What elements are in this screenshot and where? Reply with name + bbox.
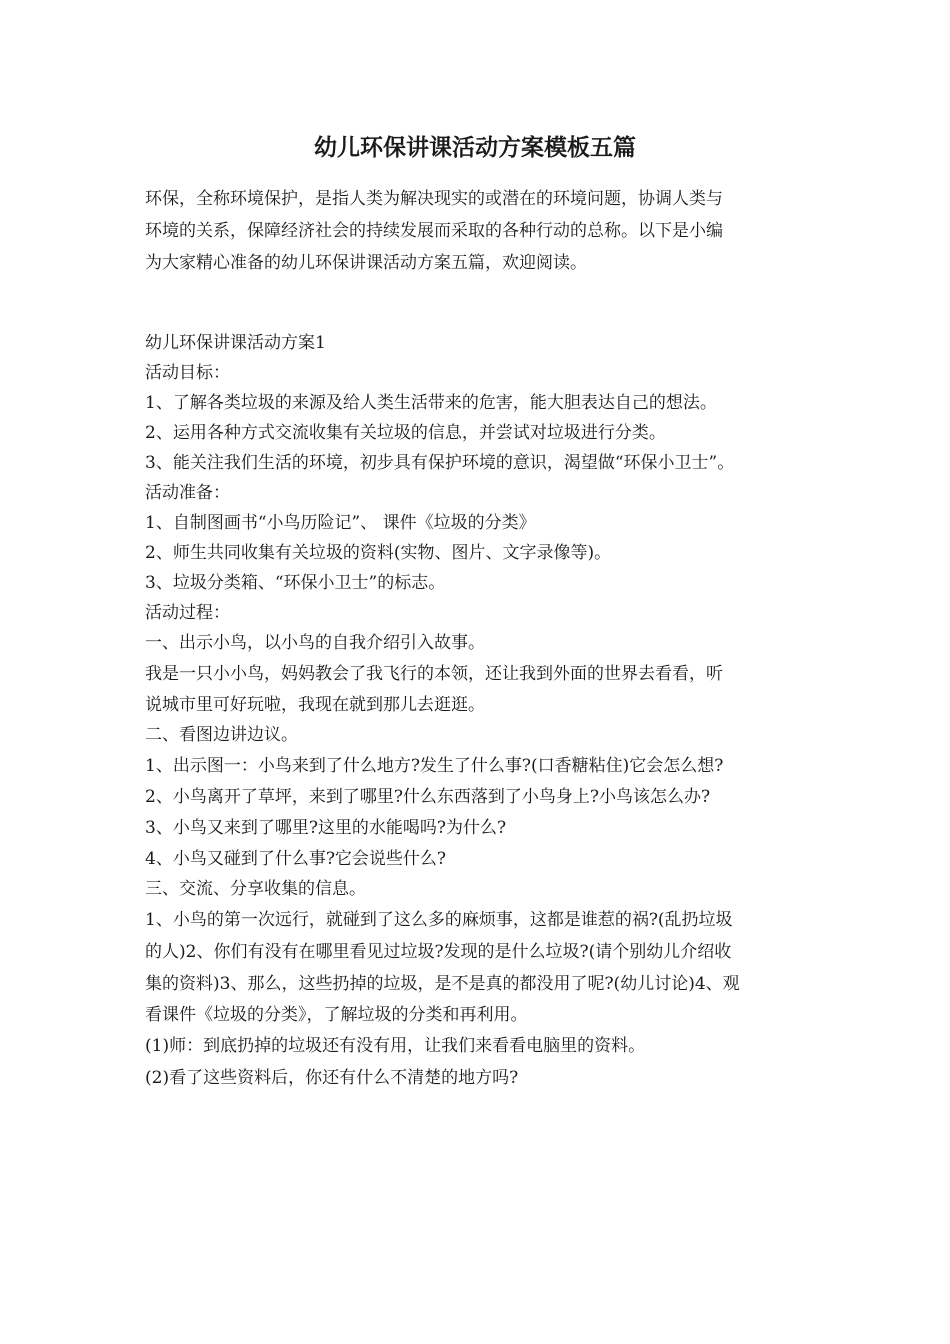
text-line: 我是一只小小鸟，妈妈教会了我飞行的本领，还让我到外面的世界去看看，听 — [145, 664, 723, 684]
text-line: 2、小鸟离开了草坪，来到了哪里?什么东西落到了小鸟身上?小鸟该怎么办? — [145, 787, 711, 807]
subheading-process: 活动过程： — [145, 603, 230, 623]
text-line: 3、能关注我们生活的环境，初步具有保护环境的意识，渴望做“环保小卫士”。 — [145, 453, 735, 473]
text-line: 2、师生共同收集有关垃圾的资料(实物、图片、文字录像等)。 — [145, 543, 612, 563]
text-line: 一、出示小鸟，以小鸟的自我介绍引入故事。 — [145, 633, 485, 653]
intro-line: 环境的关系，保障经济社会的持续发展而采取的各种行动的总称。以下是小编 — [145, 221, 723, 241]
section-heading: 幼儿环保讲课活动方案1 — [145, 333, 326, 353]
text-line: 二、看图边讲边议。 — [145, 725, 298, 745]
text-line: 4、小鸟又碰到了什么事?它会说些什么? — [145, 849, 447, 869]
text-line: 看课件《垃圾的分类》，了解垃圾的分类和再利用。 — [145, 1005, 528, 1025]
text-line: 集的资料)3、那么，这些扔掉的垃圾，是不是真的都没用了呢?(幼儿讨论)4、观 — [145, 974, 740, 994]
text-line: 三、交流、分享收集的信息。 — [145, 879, 366, 899]
intro-line: 环保，全称环境保护，是指人类为解决现实的或潜在的环境问题，协调人类与 — [145, 189, 723, 209]
text-line: 1、了解各类垃圾的来源及给人类生活带来的危害，能大胆表达自己的想法。 — [145, 393, 717, 413]
text-line: 1、出示图一：小鸟来到了什么地方?发生了什么事?(口香糖粘住)它会怎么想? — [145, 756, 724, 776]
intro-paragraph — [145, 183, 815, 279]
text-line: (1)师：到底扔掉的垃圾还有没有用，让我们来看看电脑里的资料。 — [145, 1036, 646, 1056]
text-line: 说城市里可好玩啦，我现在就到那儿去逛逛。 — [145, 695, 485, 715]
text-line: 1、小鸟的第一次远行，就碰到了这么多的麻烦事，这都是谁惹的祸?(乱扔垃圾 — [145, 910, 733, 930]
text-line: 1、自制图画书“小鸟历险记”、 课件《垃圾的分类》 — [145, 513, 536, 533]
text-line: 2、运用各种方式交流收集有关垃圾的信息，并尝试对垃圾进行分类。 — [145, 423, 666, 443]
subheading-preparation: 活动准备： — [145, 483, 230, 503]
body-text — [145, 328, 825, 1094]
text-line: 3、垃圾分类箱、“环保小卫士”的标志。 — [145, 573, 446, 593]
text-line: 3、小鸟又来到了哪里?这里的水能喝吗?为什么? — [145, 818, 507, 838]
subheading-goals: 活动目标： — [145, 363, 230, 383]
text-line: (2)看了这些资料后，你还有什么不清楚的地方吗? — [145, 1068, 519, 1088]
text-line: 的人)2、你们有没有在哪里看见过垃圾?发现的是什么垃圾?(请个别幼儿介绍收 — [145, 942, 732, 962]
document-title: 幼儿环保讲课活动方案模板五篇 — [314, 134, 636, 161]
intro-line: 为大家精心准备的幼儿环保讲课活动方案五篇，欢迎阅读。 — [145, 253, 587, 273]
